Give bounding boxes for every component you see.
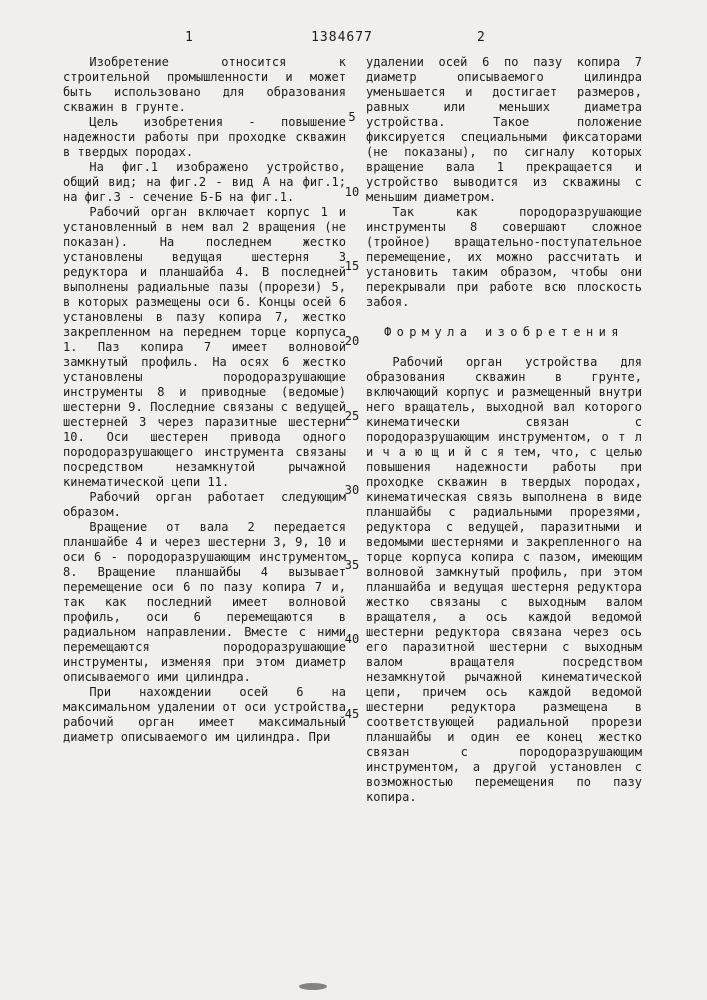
section-heading-formula: Формула изобретения xyxy=(384,325,624,339)
paragraph-movement: Так как породоразрушающие инструменты 8 совершают сложное (тройное) вращательно-поступательное перемещение, их можно рассчитать и установить таким образом, чтобы они перекрывали при работе всю плоскость забоя. xyxy=(366,205,642,309)
line-number: 35 xyxy=(344,557,360,572)
column-number-left: 1 xyxy=(185,30,193,45)
paragraph-goal: Цель изобретения - повышение надежности работы при проходке скважин в твердых породах. xyxy=(63,115,346,159)
paragraph-intro: Изобретение относится к строительной промышленности и может быть использовано для образования скважин в грунте. xyxy=(63,55,346,114)
left-text-column xyxy=(63,55,346,745)
right-text-column xyxy=(366,55,642,805)
line-number: 5 xyxy=(348,110,356,124)
scan-artifact xyxy=(299,983,327,990)
patent-number: 1384677 xyxy=(311,30,373,45)
paragraph-continuation: удалении осей 6 по пазу копира 7 диаметр описываемого цилиндра уменьшается и достигает размеров, равных или меньших диаметра устройства. Такое положение фиксируется специальными фиксаторами (не показаны), по сигналу которых вращение вала 1 прекращается и устройство выводится из скважины с меньшим диаметром. xyxy=(366,55,642,204)
paragraph-operation: Вращение от вала 2 передается планшайбе 4 и через шестерни 3, 9, 10 и оси 6 - породоразрушающим инструментом 8. Вращение планшайбы 4 вызывает перемещение оси 6 по пазу копира 7 и, так как последний имеет волновой профиль, оси 6 перемещаются в радиальном направлении. Вместе с ними перемещаются породоразрушающие инструменты, изменяя при этом диаметр описываемого ими цилиндра. xyxy=(63,520,346,684)
line-number: 25 xyxy=(344,408,360,423)
paragraph-construction: Рабочий орган включает корпус 1 и установленный в нем вал 2 вращения (не показан). На последнем жестко установлены ведущая шестерня 3 редуктора и планшайба 4. В последней выполнены радиальные пазы (прорези) 5, в которых размещены оси 6. Концы осей 6 установлены в пазу копира 7, жестко закрепленном на переднем торце корпуса 1. Паз копира 7 имеет волновой замкнутый профиль. На осях 6 жестко установлены породоразрушающие инструменты 8 и приводные (ведомые) шестерни 9. Последние связаны с ведущей шестерней 3 через паразитные шестерни 10. Оси шестерен привода одного породоразрушающего инструмента связаны посредством незамкнутой рычажной кинематической цепи 11. xyxy=(63,205,346,489)
paragraph-figures: На фиг.1 изображено устройство, общий вид; на фиг.2 - вид А на фиг.1; на фиг.3 - сечение Б-Б на фиг.1. xyxy=(63,160,346,204)
line-number: 40 xyxy=(344,632,360,647)
paragraph-claims: Рабочий орган устройства для образования скважин в грунте, включающий корпус и размещенный внутри него вращатель, выходной вал которого кинематически связан с породоразрушающим инструментом, о т л и ч а ю щ и й с я тем, что, с целью повышения надежности работы при проходке скважин в твердых породах, кинематическая связь выполнена в виде планшайбы с радиальными прорезями, редуктора с ведущей, паразитными и ведомыми шестернями и закрепленного на торце корпуса копира с пазом, имеющим волновой замкнутый профиль, при этом планшайба и ведущая шестерня редуктора жестко связаны с выходным валом вращателя, а ось каждой ведомой шестерни редуктора связана через ось его паразитной шестерни с выходным валом вращателя посредством незамкнутой рычажной кинематической цепи, причем ось каждой ведомой шестерни редуктора размещена в соответствующей радиальной прорези планшайбы и один ее конец жестко связан с породоразрушающим инструментом, а другой установлен с возможностью перемещения по пазу копира. xyxy=(366,355,642,804)
line-number: 10 xyxy=(344,184,360,199)
line-number: 20 xyxy=(344,333,360,348)
line-number: 30 xyxy=(344,483,360,498)
column-number-right: 2 xyxy=(477,30,485,45)
paragraph-max-diameter: При нахождении осей 6 на максимальном удалении от оси устройства рабочий орган имеет максимальный диаметр описываемого им цилиндра. При xyxy=(63,685,346,744)
line-number: 15 xyxy=(344,259,360,274)
paragraph-operation-lead: Рабочий орган работает следующим образом. xyxy=(63,490,346,519)
line-number: 45 xyxy=(344,707,360,721)
